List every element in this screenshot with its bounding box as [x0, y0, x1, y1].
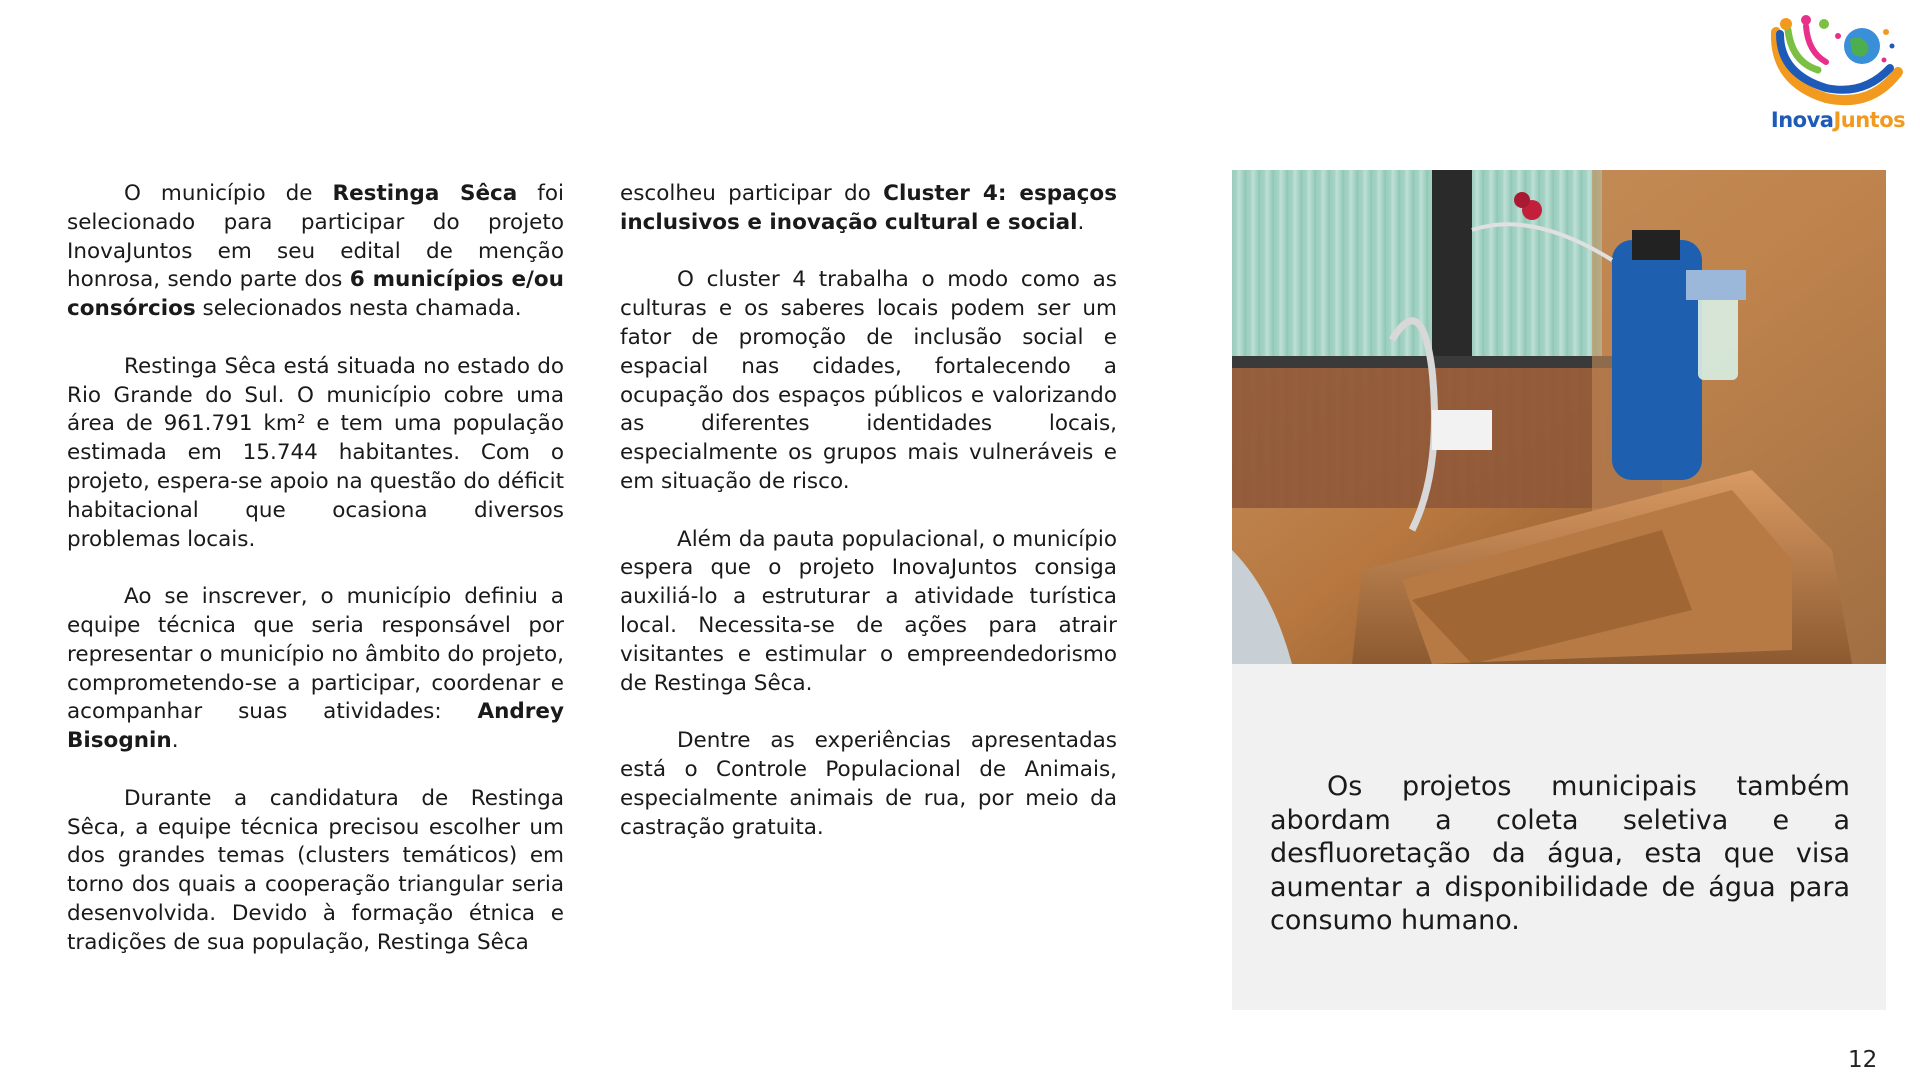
bold-text-run: Restinga Sêca: [332, 181, 518, 206]
logo-text-juntos: Juntos: [1833, 108, 1906, 132]
page-number: 12: [1848, 1047, 1878, 1073]
text-run: escolheu participar do: [620, 181, 884, 206]
photo-caption: Os projetos municipais também abordam a coleta seletiva e a desfluoretação da água, esta que visa aumentar a disponibilidade de água para consumo humano.: [1270, 771, 1850, 936]
laundry-sink-water-filter-photo: [1232, 170, 1886, 664]
paragraph-tourism: Além da pauta populacional, o município espera que o projeto InovaJuntos consiga auxiliá-lo a estruturar a atividade turística local. Necessita-se de ações para atrair visitantes e estimular o empreendedorismo de Restinga Sêca.: [620, 526, 1117, 696]
bold-text-run: Andrey Bisognin: [67, 699, 564, 754]
text-column-middle: [620, 180, 1117, 871]
text-run: O município de: [124, 181, 333, 206]
logo-text-inova: Inova: [1770, 108, 1834, 132]
paragraph-candidacy: Durante a candidatura de Restinga Sêca, a equipe técnica precisou escolher um dos grandes temas (clusters temáticos) em torno dos quais a cooperação triangular seria desenvolvida. Devido à formação étnica e tradições de sua população, Restinga Sêca: [67, 785, 564, 955]
paragraph-experiences: Dentre as experiências apresentadas está o Controle Populacional de Animais, especialmente animais de rua, por meio da castração gratuita.: [620, 728, 1117, 840]
paragraph-location: Restinga Sêca está situada no estado do Rio Grande do Sul. O município cobre uma área de 961.791 km² e tem uma população estimada em 15.744 habitantes. Com o projeto, espera-se apoio na questão do déficit habitacional que ocasiona diversos problemas locais.: [67, 353, 564, 552]
text-column-left: [67, 180, 564, 986]
caption-box: [1232, 664, 1886, 1010]
bold-text-run: 6 municípios e/ou consórcios: [67, 267, 564, 322]
inovajuntos-logo: [1766, 12, 1910, 136]
paragraph-selection: [67, 180, 564, 324]
logo-emblem-icon: [1766, 12, 1910, 108]
paragraph-cluster-description: O cluster 4 trabalha o modo como as culturas e os saberes locais podem ser um fator de promoção de inclusão social e espacial nas cidades, fortalecendo a ocupação dos espaços públicos e valorizando as diferentes identidades locais, especialmente os grupos mais vulneráveis e em situação de risco.: [620, 267, 1117, 494]
paragraph-cluster-choice: [620, 180, 1117, 238]
logo-wordmark: [1766, 108, 1910, 132]
bold-text-run: Cluster 4: espaços inclusivos e inovação cultural e social: [620, 181, 1117, 235]
text-run: selecionados nesta chamada.: [195, 296, 522, 322]
paragraph-team: [67, 583, 564, 756]
text-run: Ao se inscrever, o município definiu a equipe técnica que seria responsável por representar o município no âmbito do projeto, comprometendo-se a participar, coordenar e acompanhar suas atividades:: [67, 584, 564, 725]
text-run: .: [171, 728, 179, 754]
text-run: .: [1077, 209, 1085, 235]
text-run: foi selecionado para participar do projeto InovaJuntos em seu edital de menção honrosa, sendo parte dos: [67, 181, 565, 293]
